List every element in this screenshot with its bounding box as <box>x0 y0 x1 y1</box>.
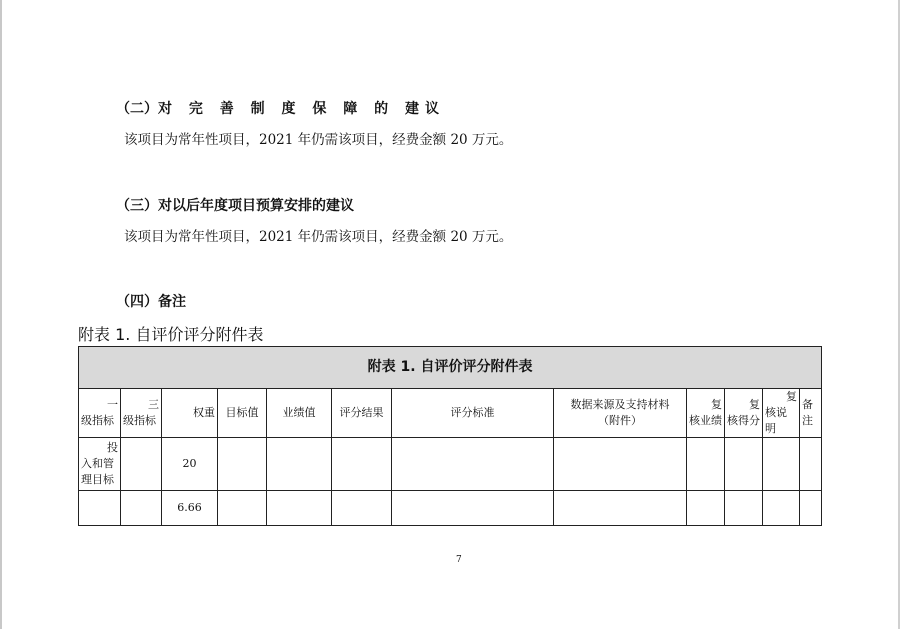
row-cell <box>800 437 822 490</box>
row-cell <box>763 437 800 490</box>
header-remark-line1: 备 <box>802 397 813 411</box>
header-review-note-line1: 复 <box>786 390 797 403</box>
header-review-score <box>725 389 763 438</box>
row-indicator-cell <box>79 490 121 525</box>
header-weight: 权重 <box>162 389 218 438</box>
row-cell <box>725 437 763 490</box>
header-data-source <box>554 389 687 438</box>
section-heading-4 <box>116 291 186 311</box>
section-heading-2 <box>116 98 445 118</box>
section-heading-3-title: 对以后年度项目预算安排的建议 <box>158 198 354 214</box>
row1-indicator-line2: 入和管 <box>81 456 114 470</box>
header-col2-line2: 级指标 <box>123 413 156 427</box>
header-review-perf-line2: 核业绩 <box>689 413 722 427</box>
row-cell <box>763 490 800 525</box>
header-col1-line2: 级指标 <box>81 413 114 427</box>
row-cell <box>332 437 392 490</box>
row-cell <box>121 490 162 525</box>
page-number: 7 <box>456 555 462 565</box>
section-heading-4-title: 备注 <box>158 294 186 310</box>
row-weight-cell: 20 <box>162 437 218 490</box>
section-body-3: 该项目为常年性项目，2021 年仍需该项目，经费金额 20 万元。 <box>124 229 513 245</box>
row-cell <box>725 490 763 525</box>
row-cell <box>267 437 332 490</box>
header-performance-value: 业绩值 <box>267 389 332 438</box>
row-cell <box>218 437 267 490</box>
section-heading-2-title: 对 完 善 制 度 保 障 的 建议 <box>158 101 445 117</box>
row-cell <box>687 437 725 490</box>
row-cell <box>554 437 687 490</box>
header-remark <box>800 389 822 438</box>
section-heading-3 <box>116 195 354 215</box>
header-source-line1: 数据来源及支持材料 <box>570 397 670 411</box>
appendix-caption: 附表 1. 自评价评分附件表 <box>78 325 264 344</box>
section-heading-2-prefix: （二） <box>116 101 158 117</box>
row-cell <box>332 490 392 525</box>
header-review-score-line2: 核得分 <box>727 413 760 427</box>
header-target-value: 目标值 <box>218 389 267 438</box>
header-review-performance <box>687 389 725 438</box>
row1-indicator-line3: 理目标 <box>81 472 114 486</box>
row-cell <box>554 490 687 525</box>
table-row <box>79 437 822 490</box>
row-cell <box>121 437 162 490</box>
table-header-row <box>79 389 822 438</box>
header-first-level-indicator <box>79 389 121 438</box>
header-review-note <box>763 389 800 438</box>
row-cell <box>800 490 822 525</box>
section-heading-4-prefix: （四） <box>116 294 158 310</box>
row1-indicator-line1: 投 <box>107 440 118 454</box>
header-col1-line1: 一 <box>107 397 118 411</box>
header-review-perf-line1: 复 <box>711 397 722 411</box>
row-cell <box>392 490 554 525</box>
row-indicator-cell <box>79 437 121 490</box>
row-cell <box>687 490 725 525</box>
header-review-score-line1: 复 <box>749 397 760 411</box>
header-score-result: 评分结果 <box>332 389 392 438</box>
page-left-edge <box>0 0 2 629</box>
header-review-note-line2: 核说明 <box>765 405 787 435</box>
section-heading-3-prefix: （三） <box>116 198 158 214</box>
self-evaluation-table <box>78 346 822 526</box>
header-third-level-indicator <box>121 389 162 438</box>
row-cell <box>218 490 267 525</box>
row-cell <box>267 490 332 525</box>
row-cell <box>392 437 554 490</box>
header-col2-line1: 三 <box>148 397 159 411</box>
section-body-2: 该项目为常年性项目，2021 年仍需该项目，经费金额 20 万元。 <box>124 132 513 148</box>
header-score-standard: 评分标准 <box>392 389 554 438</box>
table-row <box>79 490 822 525</box>
header-source-line2: （附件） <box>598 413 642 427</box>
table-title: 附表 1. 自评价评分附件表 <box>79 347 822 389</box>
row-weight-cell: 6.66 <box>162 490 218 525</box>
header-remark-line2: 注 <box>802 413 813 427</box>
